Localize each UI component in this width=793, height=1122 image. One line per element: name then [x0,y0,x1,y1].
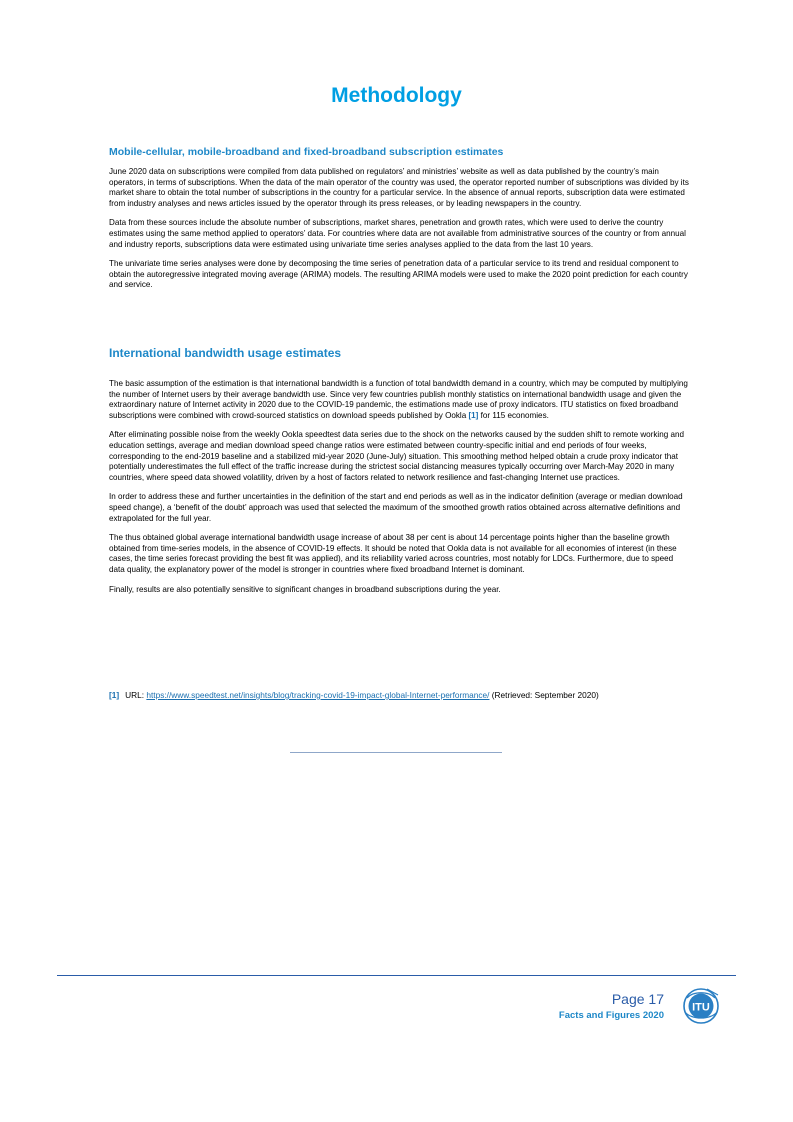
publication-title: Facts and Figures 2020 [558,1010,664,1021]
page-number: Page 17 [611,991,664,1007]
paragraph: The thus obtained global average international bandwidth usage increase of about 38 per cent is about 14 percentage points higher than the baseline growth obtained from time-series models, in the absence of COVID-19 effects. It should be noted that Ookla data is not available for all economies of interest (in these cases, the time series forecast providing the best fit was applied), and its reliability varied across countries, most notably for LDCs. Furthermore, due to speed data quality, the explanatory power of the model is stronger in countries where fixed broadband Internet is dominant. [109,533,677,574]
section-subscriptions [109,146,689,300]
footnote-divider [290,752,502,753]
footnote-number: [1] [109,690,120,700]
footnote-retrieved: (Retrieved: September 2020) [489,690,599,700]
page-title: Methodology [331,84,462,107]
footnote-reference-link[interactable]: [1] [468,410,479,420]
paragraph: Finally, results are also potentially sensitive to significant changes in broadband subscriptions during the year. [109,584,501,594]
paragraph-text: for 115 economies. [478,410,549,420]
itu-logo-graphic [681,986,721,1026]
logo-text: ITU [692,1001,710,1014]
section-bandwidth [109,346,689,604]
paragraph: June 2020 data on subscriptions were compiled from data published on regulators’ and ministries’ website as well as data published by the country’s main operators, in terms of subscriptions. When the data of the main operator of the country was used, the operator reported number of subscriptions was divided by its market share to obtain the total number of subscriptions in the country for a particular service. In the absence of annual reports, subscription data were estimated from industry analyses and news articles issued by the operator through its press releases, or by leading newspapers in the country. [109,167,689,208]
paragraph [109,379,689,421]
paragraph: Data from these sources include the absolute number of subscriptions, market shares, penetration and growth rates, which were used to derive the country estimates using the same method applied to operators’ data. For countries where data are not available from administrative sources of the country or from annual and industry reports, subscriptions data were estimated using univariate time series analyses applied to the data from the last 10 years. [109,218,686,249]
paragraph: The univariate time series analyses were done by decomposing the time series of penetration data of a particular service to its trend and residual component to obtain the autoregressive integrated moving average (ARIMA) models. The resulting ARIMA models were used to make the 2020 point prediction for each country and service. [109,259,688,290]
paragraph: After eliminating possible noise from the weekly Ookla speedtest data series due to the shock on the networks caused by the sudden shift to remote working and education settings, average and median download speed change ratios were estimated between country-specific initial and end periods of four weeks, corresponding to the end-2019 baseline and a stabilized mid-year 2020 (June-July) situation. This smoothing method helped obtain a crude proxy indicator that potentially underestimates the full effect of the traffic increase during the strictest social distancing measures typically occurring over March-May 2020 in many countries, where speed data showed volatility, driven by a host of factors related to network resilience and fast-changing Internet use practices. [109,430,684,482]
section-heading-bandwidth: International bandwidth usage estimates [109,346,342,360]
section-heading-subscriptions: Mobile-cellular, mobile-broadband and fixed-broadband subscription estimates [109,146,504,158]
paragraph: In order to address these and further uncertainties in the definition of the start and end periods as well as in the indicator definition (average or median download speed change), a ‘benefit of the doubt’ approach was used that selected the maximum of the smoothed growth ratios obtained across alternative definitions and extrapolated for the full year. [109,492,683,523]
footer-divider [57,975,736,976]
footnote [109,690,599,700]
footnote-prefix: URL: [125,690,147,700]
footnote-url-link[interactable]: https://www.speedtest.net/insights/blog/tracking-covid-19-impact-global-Internet-performance/ [146,690,490,700]
itu-logo-icon [681,986,721,1026]
paragraph-text: The basic assumption of the estimation is that international bandwidth is a function of total bandwidth demand in a country, which may be computed by multiplying the number of Internet users by their average bandwidth use. Since very few countries publish monthly statistics on international bandwidth usage and given the extraordinary nature of Internet activity in 2020 due to the COVID-19 pandemic, the estimations made use of proxy indicators. ITU statistics on fixed broadband subscriptions were combined with crowd-sourced statistics on download speeds published by Ookla [109,379,688,420]
